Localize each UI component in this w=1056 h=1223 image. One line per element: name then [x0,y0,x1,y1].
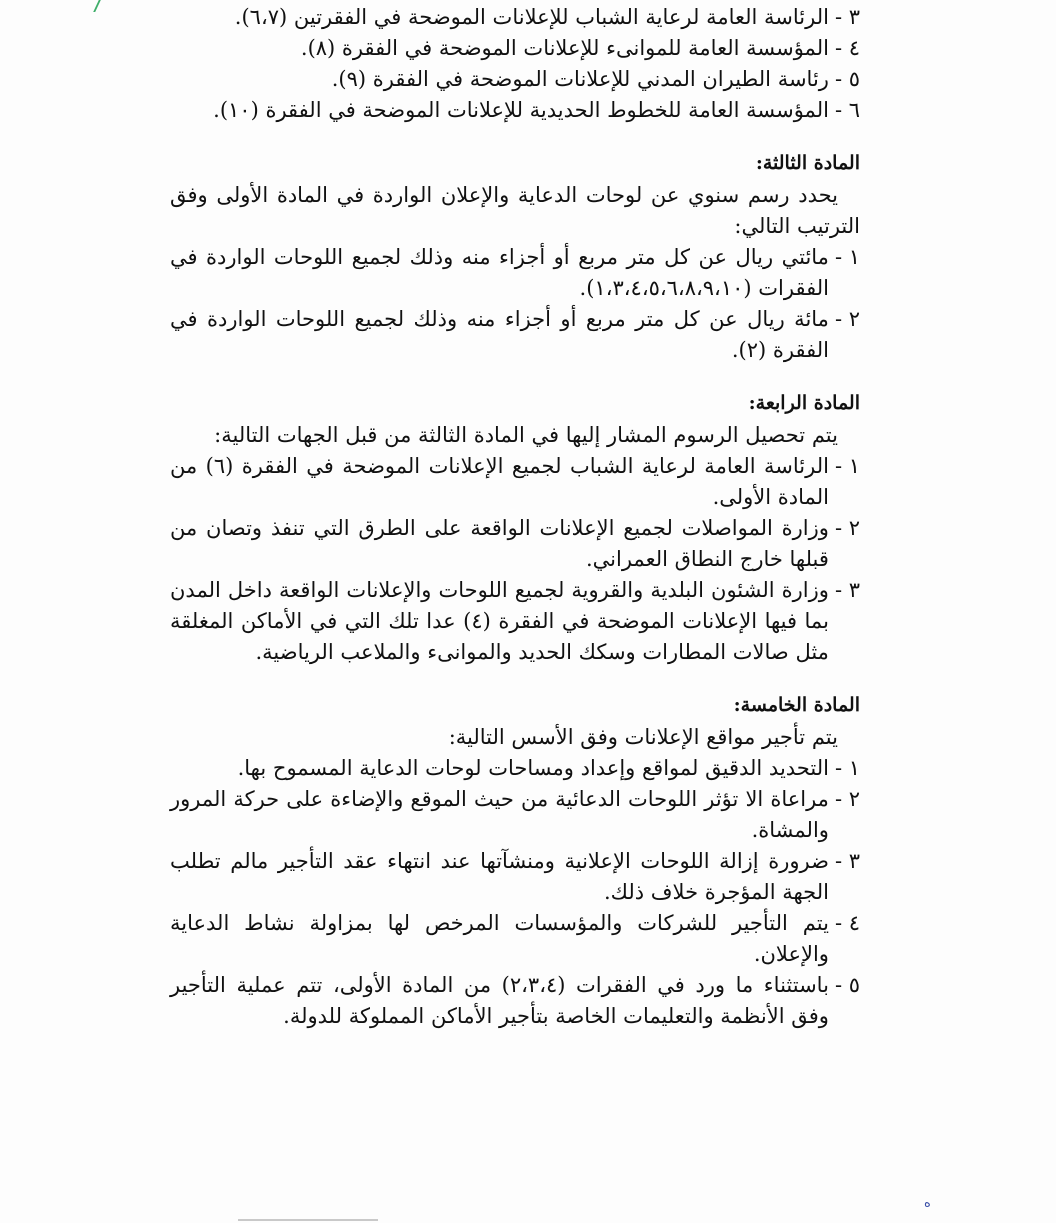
item-number: ٥ - [834,973,860,997]
item-text: مراعاة الا تؤثر اللوحات الدعائية من حيث الموقع والإضاءة على حركة المرور والمشاة. [170,787,829,842]
item-number: ١ - [834,454,860,478]
list-item [170,970,860,1032]
item-number: ٢ - [834,787,860,811]
item-number: ٢ - [834,516,860,540]
corner-pen-mark [93,0,115,12]
list-item [170,304,860,366]
item-number: ٤ - [834,36,860,60]
item-text: وزارة الشئون البلدية والقروية لجميع اللوحات والإعلانات الواقعة داخل المدن بما فيها الإعلانات الموضحة في الفقرة (٤) عدا تلك التي في الأماكن المغلقة مثل صالات المطارات وسكك الحديد والموانىء والملاعب الرياضية. [170,578,829,664]
item-text: مائة ريال عن كل متر مربع أو أجزاء منه وذلك لجميع اللوحات الواردة في الفقرة (٢). [170,307,829,362]
item-number: ٣ - [834,5,860,29]
item-text: وزارة المواصلات لجميع الإعلانات الواقعة على الطرق التي تنفذ وتصان من قبلها خارج النطاق العمراني. [170,516,829,571]
list-item [170,513,860,575]
bottom-divider [238,1219,378,1221]
item-number: ٣ - [834,578,860,602]
item-text: يتم التأجير للشركات والمؤسسات المرخص لها بمزاولة نشاط الدعاية والإعلان. [170,911,829,966]
document-body [170,2,860,1032]
article-5-intro: يتم تأجير مواقع الإعلانات وفق الأسس التالية: [448,725,838,749]
item-text: مائتي ريال عن كل متر مربع أو أجزاء منه وذلك لجميع اللوحات الواردة في الفقرات (١،٣،٤،٥،٦،٨،٩،١٠). [170,245,829,300]
item-number: ١ - [834,245,860,269]
item-text: الرئاسة العامة لرعاية الشباب للإعلانات الموضحة في الفقرتين (٦،٧). [234,5,829,29]
item-text: الرئاسة العامة لرعاية الشباب لجميع الإعلانات الموضحة في الفقرة (٦) من المادة الأولى. [170,454,829,509]
item-text: التحديد الدقيق لمواقع وإعداد ومساحات لوحات الدعاية المسموح بها. [237,756,829,780]
item-number: ٥ - [834,67,860,91]
article-4-heading: المادة الرابعة: [748,392,860,414]
item-number: ٢ - [834,307,860,331]
list-item [170,451,860,513]
article-4-intro: يتم تحصيل الرسوم المشار إليها في المادة الثالثة من قبل الجهات التالية: [214,423,838,447]
page-marker: ه [924,1196,931,1211]
item-number: ١ - [834,756,860,780]
list-item [170,784,860,846]
item-number: ٣ - [834,849,860,873]
item-text: رئاسة الطيران المدني للإعلانات الموضحة في الفقرة (٩). [331,67,829,91]
item-text: باستثناء ما ورد في الفقرات (٢،٣،٤) من المادة الأولى، تتم عملية التأجير وفق الأنظمة والتعليمات الخاصة بتأجير الأماكن المملوكة للدولة. [170,973,829,1028]
article-5-heading: المادة الخامسة: [733,694,860,716]
list-item [170,846,860,908]
list-item [170,753,860,784]
item-text: ضرورة إزالة اللوحات الإعلانية ومنشآتها عند انتهاء عقد التأجير مالم تطلب الجهة المؤجرة خلاف ذلك. [170,849,829,904]
item-text: المؤسسة العامة للخطوط الحديدية للإعلانات الموضحة في الفقرة (١٠). [213,98,829,122]
list-item [170,575,860,668]
item-number: ٦ - [834,98,860,122]
list-item [170,908,860,970]
list-item [170,64,860,95]
article-3-heading: المادة الثالثة: [755,152,860,174]
list-item [170,95,860,126]
list-item [170,242,860,304]
item-text: المؤسسة العامة للموانىء للإعلانات الموضحة في الفقرة (٨). [300,36,829,60]
list-item [170,2,860,33]
article-3-intro: يحدد رسم سنوي عن لوحات الدعاية والإعلان الواردة في المادة الأولى وفق الترتيب التالي: [170,183,860,238]
list-item [170,33,860,64]
item-number: ٤ - [834,911,860,935]
